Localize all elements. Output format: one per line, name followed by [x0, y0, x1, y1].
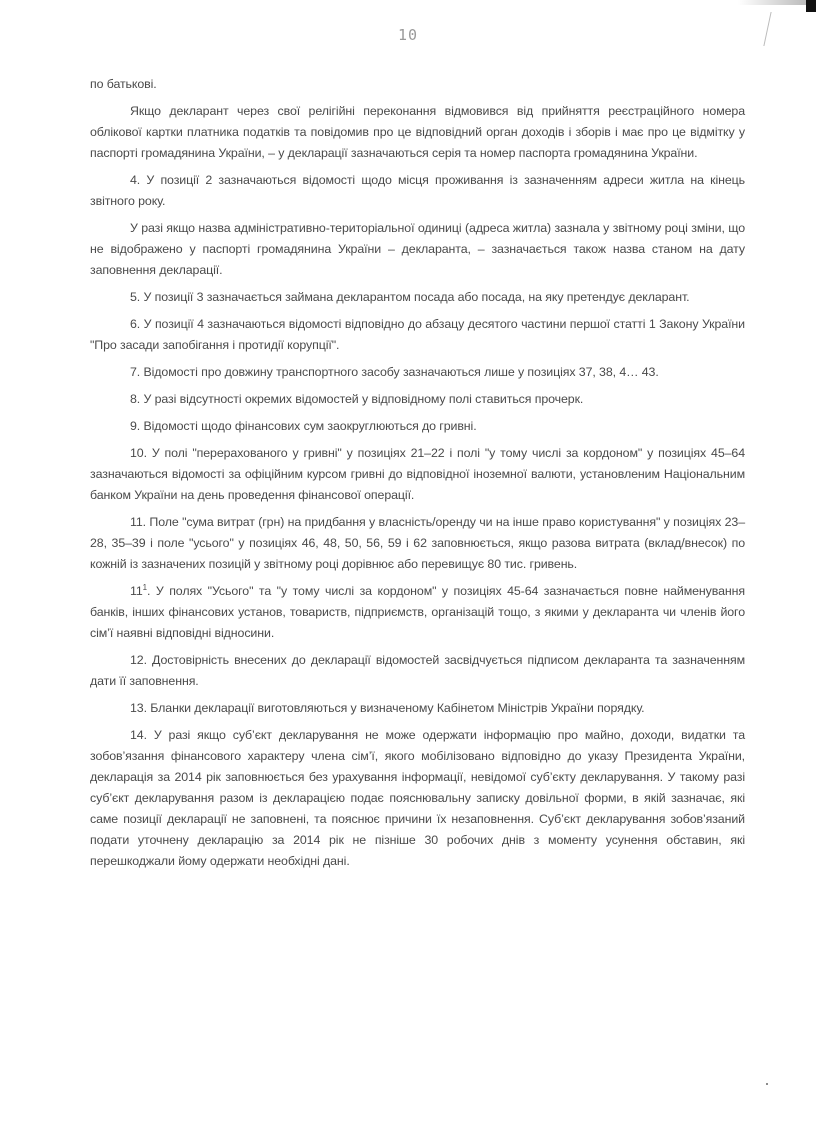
paragraph: Якщо декларант через свої релігійні переконання відмовився від прийняття реєстраційного номера облікової картки платника податків та повідомив про це відповідний орган доходів і зборів і має про це відмітку у паспорті громадянина України, – у декларації зазначаються серія та номер паспорта громадянина України.: [90, 104, 745, 160]
paragraph: У разі якщо назва адміністративно-територіальної одиниці (адреса житла) зазнала у звітному році зміни, що не відображено у паспорті громадянина України – декларанта, – зазначається також назва станом на дату заповнення декларації.: [90, 221, 745, 277]
document-body: [90, 74, 745, 878]
scan-shadow: [738, 0, 808, 5]
paragraph-item-9: 9. Відомості щодо фінансових сум заокруглюються до гривні.: [130, 419, 477, 433]
paragraph-item-10: 10. У полі "перерахованого у гривні" у позиціях 21–22 і полі "у тому числі за кордоном" у позиціях 45–64 зазначаються відомості за офіційним курсом гривні до відповідної іноземної валюти, установленим Національним банком України на день проведення фінансової операції.: [90, 446, 745, 502]
paragraph-item-14: 14. У разі якщо суб’єкт декларування не може одержати інформацію про майно, доходи, видатки та зобов’язання фінансового характеру члена сім’ї, якого мобілізовано відповідно до указу Президента України, декларація за 2014 рік заповнюється без урахування інформації, невідомої суб’єкту декларування. У такому разі суб’єкт декларування разом із декларацією подає пояснювальну записку довільної форми, в якій зазначає, які саме позиції декларації не заповнені, та пояснює причини їх незаповнення. Суб’єкт декларування зобов’язаний подати уточнену декларацію за 2014 рік не пізніше 30 робочих днів з моменту усунення обставин, які перешкоджали йому одержати необхідні дані.: [90, 728, 745, 868]
scan-corner-mark: [806, 0, 816, 12]
item-superscript: 1: [142, 582, 148, 592]
item-number: 11: [130, 584, 143, 598]
paragraph-item-11: 11. Поле "сума витрат (грн) на придбання у власність/оренду чи на інше право користування" у позиціях 23–28, 35–39 і поле "усього" у позиціях 46, 48, 50, 56, 59 і 62 заповнюється, якщо разова витрата (вклад/внесок) по кожній із зазначених позицій у звітному році дорівнює або перевищує 80 тис. гривень.: [90, 515, 745, 571]
paragraph-item-6: 6. У позиції 4 зазначаються відомості відповідно до абзацу десятого частини першої статті 1 Закону України "Про засади запобігання і протидії корупції".: [90, 317, 745, 352]
paragraph-item-7: 7. Відомості про довжину транспортного засобу зазначаються лише у позиціях 37, 38, 4… 43.: [130, 365, 659, 379]
page-number: 10: [397, 26, 419, 44]
paragraph-item-11-1: [90, 581, 745, 644]
paragraph-item-12: 12. Достовірність внесених до декларації відомостей засвідчується підписом декларанта та зазначенням дати її заповнення.: [90, 653, 745, 688]
paragraph-item-4: 4. У позиції 2 зазначаються відомості щодо місця проживання із зазначенням адреси житла на кінець звітного року.: [90, 173, 745, 208]
paragraph: по батькові.: [90, 77, 157, 91]
scan-speck: [766, 1083, 768, 1085]
item-text: . У полях "Усього" та "у тому числі за кордоном" у позиціях 45-64 зазначається повне найменування банків, інших фінансових установ, товариств, підприємств, організацій тощо, з якими у декларанта чи членів його сім’ї наявні відповідні відносини.: [90, 584, 745, 640]
paragraph-item-5: 5. У позиції 3 зазначається займана декларантом посада або посада, на яку претендує декларант.: [130, 290, 690, 304]
paragraph-item-13: 13. Бланки декларації виготовляються у визначеному Кабінетом Міністрів України порядку.: [130, 701, 645, 715]
paragraph-item-8: 8. У разі відсутності окремих відомостей у відповідному полі ставиться прочерк.: [130, 392, 584, 406]
